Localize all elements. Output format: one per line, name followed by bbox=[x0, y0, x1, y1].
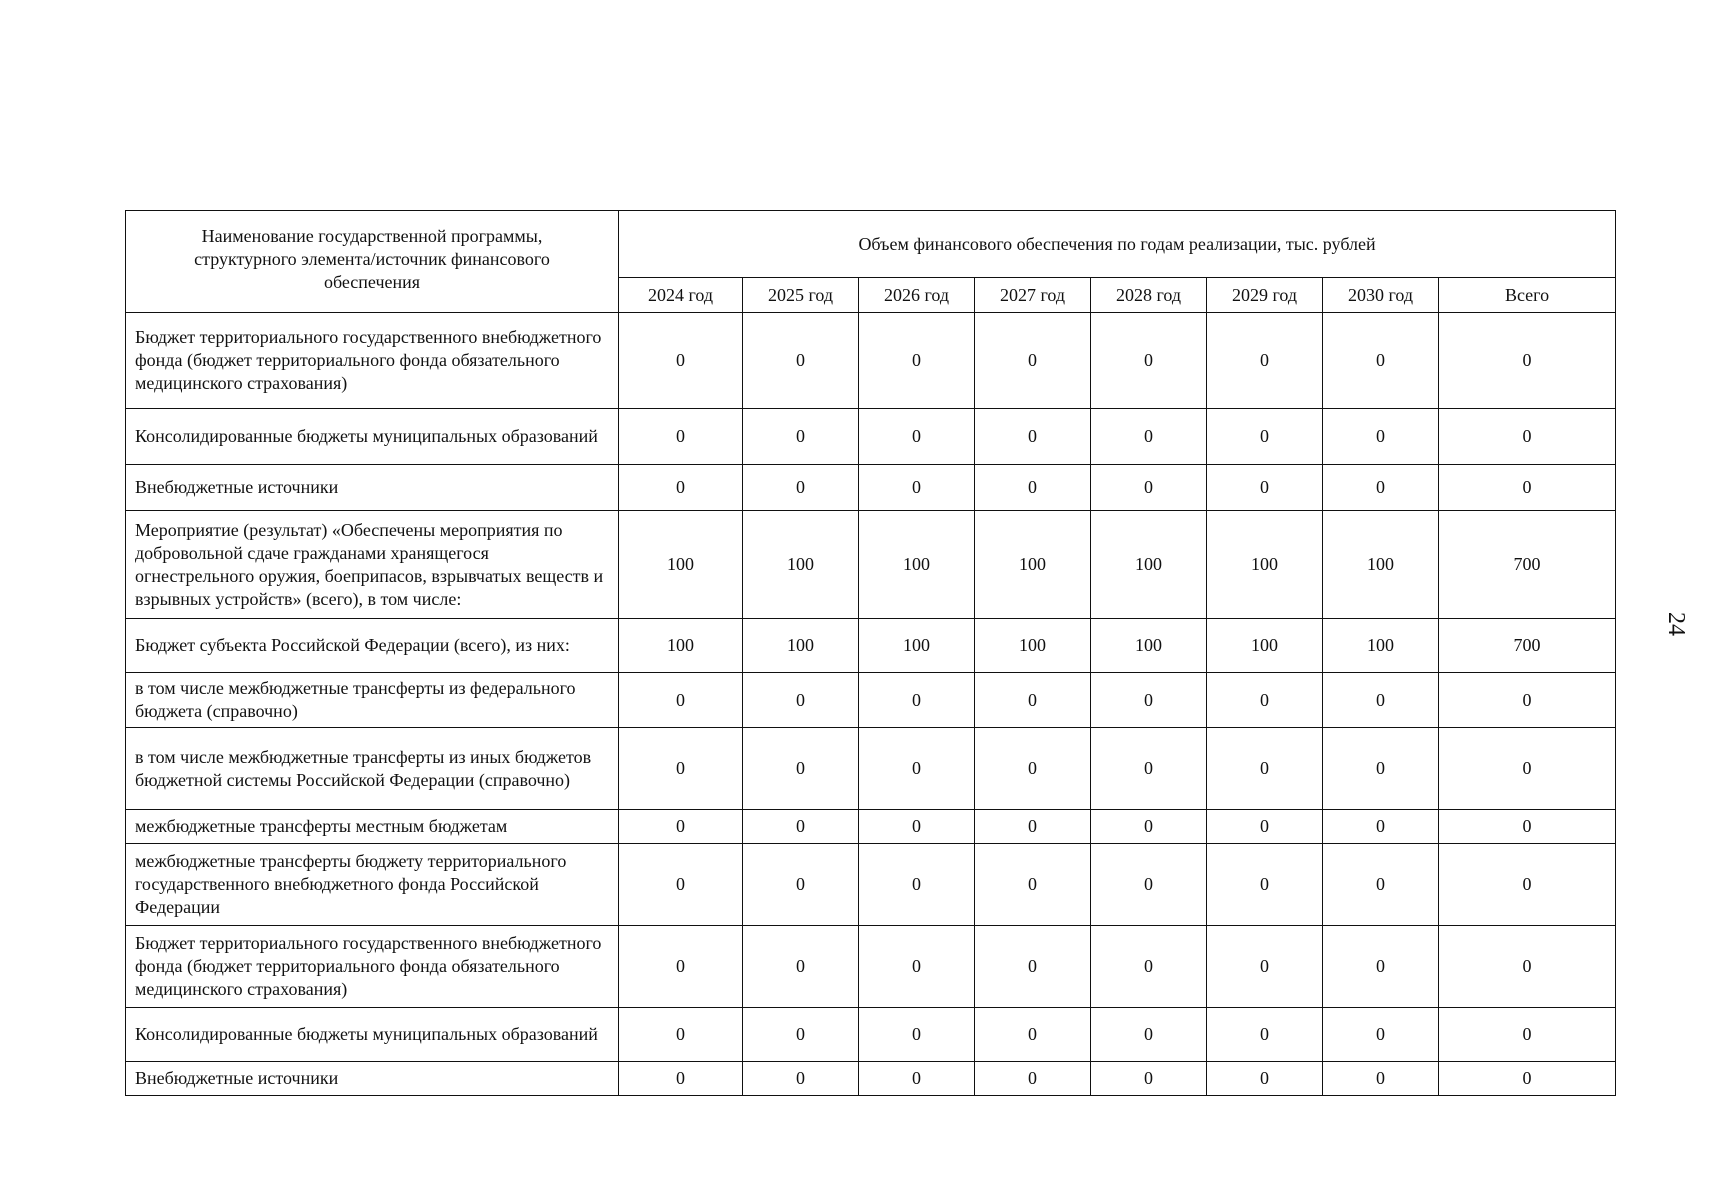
value-cell: 100 bbox=[1323, 619, 1439, 673]
table-row bbox=[126, 313, 1616, 409]
header-volume-cell: Объем финансового обеспечения по годам реализации, тыс. рублей bbox=[619, 211, 1616, 278]
value-cell: 0 bbox=[975, 844, 1091, 926]
value-cell: 100 bbox=[1207, 511, 1323, 619]
page-number: 24 bbox=[1663, 612, 1689, 636]
value-cell: 0 bbox=[1439, 810, 1616, 844]
value-cell: 0 bbox=[1091, 313, 1207, 409]
value-cell: 0 bbox=[859, 1008, 975, 1062]
row-name-cell: Бюджет субъекта Российской Федерации (всего), из них: bbox=[126, 619, 619, 673]
row-name-cell: Консолидированные бюджеты муниципальных образований bbox=[126, 409, 619, 465]
value-cell: 0 bbox=[619, 409, 743, 465]
value-cell: 0 bbox=[619, 844, 743, 926]
value-cell: 700 bbox=[1439, 511, 1616, 619]
value-cell: 0 bbox=[1439, 844, 1616, 926]
value-cell: 0 bbox=[859, 926, 975, 1008]
year-header-cell: 2027 год bbox=[975, 278, 1091, 313]
row-name-cell: Мероприятие (результат) «Обеспечены мероприятия по добровольной сдаче гражданами хранящегося огнестрельного оружия, боеприпасов, взрывчатых веществ и взрывных устройств» (всего), в том числе: bbox=[126, 511, 619, 619]
value-cell: 0 bbox=[1091, 465, 1207, 511]
value-cell: 100 bbox=[975, 511, 1091, 619]
value-cell: 0 bbox=[1207, 409, 1323, 465]
value-cell: 0 bbox=[1091, 844, 1207, 926]
row-name-cell: Внебюджетные источники bbox=[126, 465, 619, 511]
value-cell: 700 bbox=[1439, 619, 1616, 673]
value-cell: 0 bbox=[1091, 1008, 1207, 1062]
value-cell: 0 bbox=[859, 728, 975, 810]
value-cell: 0 bbox=[1439, 1008, 1616, 1062]
table-row bbox=[126, 619, 1616, 673]
value-cell: 100 bbox=[619, 511, 743, 619]
row-name-cell: Бюджет территориального государственного внебюджетного фонда (бюджет территориального фонда обязательного медицинского страхования) bbox=[126, 313, 619, 409]
value-cell: 100 bbox=[743, 511, 859, 619]
value-cell: 0 bbox=[1439, 409, 1616, 465]
value-cell: 0 bbox=[1091, 1062, 1207, 1096]
value-cell: 0 bbox=[1323, 926, 1439, 1008]
table-row bbox=[126, 728, 1616, 810]
value-cell: 0 bbox=[1091, 926, 1207, 1008]
value-cell: 0 bbox=[619, 926, 743, 1008]
value-cell: 0 bbox=[1207, 728, 1323, 810]
value-cell: 0 bbox=[1323, 1008, 1439, 1062]
table-row bbox=[126, 810, 1616, 844]
value-cell: 0 bbox=[619, 465, 743, 511]
value-cell: 0 bbox=[1091, 810, 1207, 844]
year-header-cell: 2029 год bbox=[1207, 278, 1323, 313]
value-cell: 0 bbox=[743, 673, 859, 728]
value-cell: 0 bbox=[743, 313, 859, 409]
row-name-cell: Бюджет территориального государственного внебюджетного фонда (бюджет территориального фонда обязательного медицинского страхования) bbox=[126, 926, 619, 1008]
value-cell: 0 bbox=[1323, 1062, 1439, 1096]
value-cell: 0 bbox=[1439, 465, 1616, 511]
row-name-cell: Консолидированные бюджеты муниципальных образований bbox=[126, 1008, 619, 1062]
year-header-cell: 2030 год bbox=[1323, 278, 1439, 313]
value-cell: 100 bbox=[975, 619, 1091, 673]
value-cell: 0 bbox=[1091, 673, 1207, 728]
value-cell: 0 bbox=[975, 1062, 1091, 1096]
table-row bbox=[126, 844, 1616, 926]
value-cell: 0 bbox=[1207, 673, 1323, 728]
value-cell: 100 bbox=[619, 619, 743, 673]
table-header bbox=[126, 211, 1616, 313]
year-header-cell: 2026 год bbox=[859, 278, 975, 313]
row-name-cell: межбюджетные трансферты бюджету территориального государственного внебюджетного фонда Российской Федерации bbox=[126, 844, 619, 926]
value-cell: 0 bbox=[1323, 728, 1439, 810]
row-name-cell: в том числе межбюджетные трансферты из федерального бюджета (справочно) bbox=[126, 673, 619, 728]
header-name-cell: Наименование государственной программы, структурного элемента/источник финансового обеспечения bbox=[126, 211, 619, 313]
value-cell: 0 bbox=[619, 728, 743, 810]
value-cell: 100 bbox=[1091, 511, 1207, 619]
value-cell: 0 bbox=[743, 465, 859, 511]
year-header-cell: 2024 год bbox=[619, 278, 743, 313]
value-cell: 0 bbox=[975, 1008, 1091, 1062]
value-cell: 0 bbox=[975, 465, 1091, 511]
value-cell: 0 bbox=[1439, 673, 1616, 728]
value-cell: 0 bbox=[619, 313, 743, 409]
value-cell: 0 bbox=[1323, 313, 1439, 409]
value-cell: 0 bbox=[1323, 409, 1439, 465]
value-cell: 0 bbox=[619, 1062, 743, 1096]
value-cell: 100 bbox=[859, 511, 975, 619]
value-cell: 0 bbox=[1439, 728, 1616, 810]
table-row bbox=[126, 409, 1616, 465]
table-row bbox=[126, 673, 1616, 728]
row-name-cell: в том числе межбюджетные трансферты из иных бюджетов бюджетной системы Российской Федерации (справочно) bbox=[126, 728, 619, 810]
value-cell: 0 bbox=[1091, 728, 1207, 810]
value-cell: 0 bbox=[1439, 926, 1616, 1008]
value-cell: 0 bbox=[859, 465, 975, 511]
value-cell: 100 bbox=[1323, 511, 1439, 619]
value-cell: 0 bbox=[1207, 810, 1323, 844]
value-cell: 0 bbox=[859, 1062, 975, 1096]
value-cell: 0 bbox=[1323, 844, 1439, 926]
value-cell: 100 bbox=[1091, 619, 1207, 673]
value-cell: 0 bbox=[1207, 313, 1323, 409]
table-row bbox=[126, 926, 1616, 1008]
value-cell: 100 bbox=[1207, 619, 1323, 673]
value-cell: 0 bbox=[1091, 409, 1207, 465]
value-cell: 0 bbox=[975, 728, 1091, 810]
value-cell: 0 bbox=[975, 810, 1091, 844]
row-name-cell: Внебюджетные источники bbox=[126, 1062, 619, 1096]
value-cell: 0 bbox=[1439, 1062, 1616, 1096]
value-cell: 0 bbox=[619, 673, 743, 728]
value-cell: 0 bbox=[619, 1008, 743, 1062]
value-cell: 0 bbox=[975, 673, 1091, 728]
value-cell: 100 bbox=[743, 619, 859, 673]
value-cell: 0 bbox=[743, 926, 859, 1008]
value-cell: 0 bbox=[859, 673, 975, 728]
year-header-cell: 2025 год bbox=[743, 278, 859, 313]
value-cell: 0 bbox=[743, 810, 859, 844]
value-cell: 100 bbox=[859, 619, 975, 673]
value-cell: 0 bbox=[743, 728, 859, 810]
value-cell: 0 bbox=[1207, 1062, 1323, 1096]
value-cell: 0 bbox=[1207, 844, 1323, 926]
value-cell: 0 bbox=[859, 409, 975, 465]
value-cell: 0 bbox=[1323, 810, 1439, 844]
value-cell: 0 bbox=[1207, 1008, 1323, 1062]
financing-table bbox=[125, 210, 1616, 1096]
row-name-cell: межбюджетные трансферты местным бюджетам bbox=[126, 810, 619, 844]
value-cell: 0 bbox=[859, 844, 975, 926]
value-cell: 0 bbox=[975, 313, 1091, 409]
value-cell: 0 bbox=[619, 810, 743, 844]
value-cell: 0 bbox=[975, 409, 1091, 465]
value-cell: 0 bbox=[743, 1062, 859, 1096]
table-row bbox=[126, 1062, 1616, 1096]
value-cell: 0 bbox=[859, 810, 975, 844]
value-cell: 0 bbox=[1323, 673, 1439, 728]
table-row bbox=[126, 1008, 1616, 1062]
value-cell: 0 bbox=[859, 313, 975, 409]
year-header-cell: 2028 год bbox=[1091, 278, 1207, 313]
value-cell: 0 bbox=[1207, 926, 1323, 1008]
value-cell: 0 bbox=[743, 409, 859, 465]
value-cell: 0 bbox=[1439, 313, 1616, 409]
value-cell: 0 bbox=[1323, 465, 1439, 511]
value-cell: 0 bbox=[743, 1008, 859, 1062]
year-header-cell: Всего bbox=[1439, 278, 1616, 313]
value-cell: 0 bbox=[975, 926, 1091, 1008]
value-cell: 0 bbox=[743, 844, 859, 926]
table-row bbox=[126, 511, 1616, 619]
table-row bbox=[126, 465, 1616, 511]
table-body bbox=[126, 313, 1616, 1096]
value-cell: 0 bbox=[1207, 465, 1323, 511]
